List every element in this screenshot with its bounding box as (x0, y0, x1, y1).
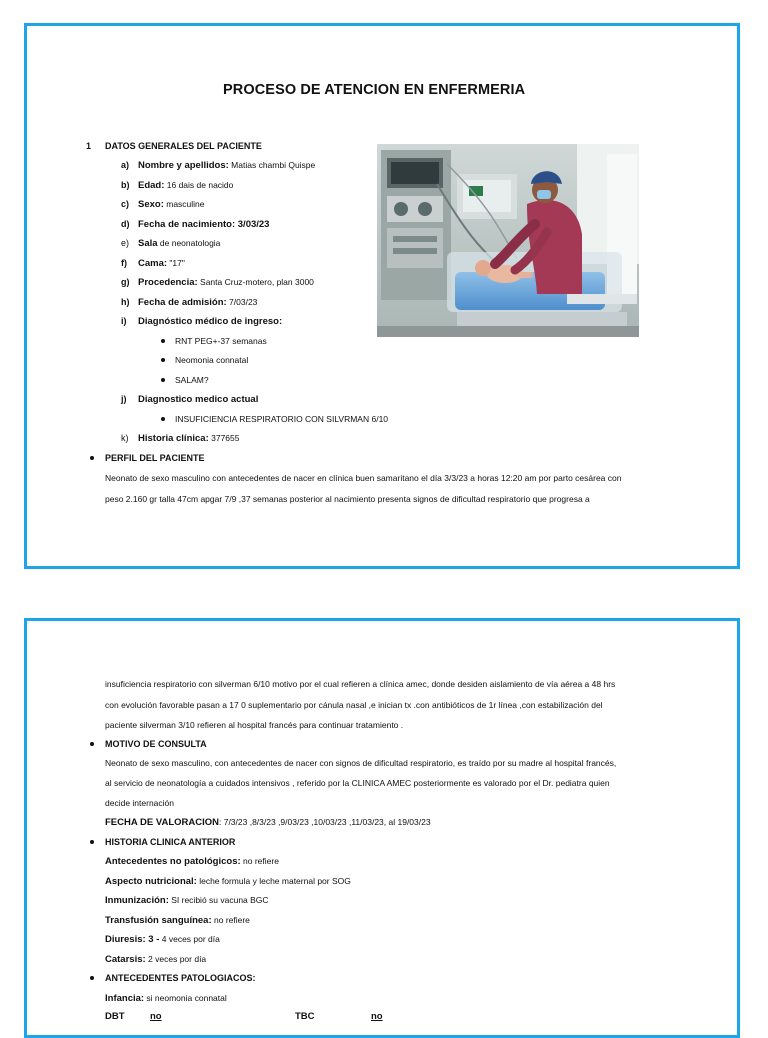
field-diuresis: Diuresis: 3 - 4 veces por día (105, 934, 220, 945)
section-number: 1 (86, 141, 92, 151)
field-catarsis: Catarsis: 2 veces por día (105, 954, 207, 965)
paragraph-line: con evolución favorable pasan a 17 0 suplementario por cánula nasal ,e inician tx .con antibióticos de 1r línea ,con estabilización del (105, 700, 603, 710)
paragraph-line: Neonato de sexo masculino, con antecedentes de nacer con signos de dificultad respiratorio, es traído por su madre al hospital francés, (105, 758, 617, 768)
field-sala: e) Sala de neonatologia (121, 238, 221, 249)
paragraph-line: al servicio de neonatología a cuidados intensivos , referido por la CLINICA AMEC posteriormente es valorado por el Dr. pediatra quien (105, 778, 610, 788)
field-inmunizacion: Inmunización: SI recibió su vacuna BGC (105, 895, 269, 906)
list-bullet (90, 840, 94, 844)
tbc-label: TBC (295, 1011, 315, 1022)
paragraph-line: paciente silverman 3/10 refieren al hospital francés para continuar tratamiento . (105, 720, 404, 730)
field-transfusion: Transfusión sanguínea: no refiere (105, 915, 250, 926)
neonatal-care-photo (377, 144, 639, 337)
field-antecedentes-no-patologicos: Antecedentes no patológicos: no refiere (105, 856, 279, 867)
field-fecha-admision: h) Fecha de admisión: 7/03/23 (121, 297, 258, 308)
list-bullet (90, 742, 94, 746)
section-heading-antecedentes-patologicos: ANTECEDENTES PATOLOGIACOS: (105, 973, 256, 983)
field-sexo: c) Sexo: masculine (121, 199, 205, 210)
list-bullet (161, 378, 165, 382)
dbt-label: DBT (105, 1011, 125, 1022)
document-page-2 (24, 618, 740, 1038)
list-bullet (161, 339, 165, 343)
photo-illustration (377, 144, 639, 337)
list-bullet (161, 417, 165, 421)
field-diagnostico-actual: j) Diagnostico medico actual (121, 394, 259, 405)
field-nombre: a) Nombre y apellidos: Matias chambi Quispe (121, 160, 316, 171)
field-diagnostico-ingreso: i) Diagnóstico médico de ingreso: (121, 316, 283, 327)
section-heading-perfil: PERFIL DEL PACIENTE (105, 453, 205, 463)
field-historia-clinica: k) Historia clínica: 377655 (121, 433, 240, 444)
list-item: SALAM? (175, 375, 209, 385)
field-aspecto-nutricional: Aspecto nutricional: leche formula y leche maternal por SOG (105, 876, 351, 887)
list-bullet (90, 456, 94, 460)
field-procedencia: g) Procedencia: Santa Cruz-motero, plan 3000 (121, 277, 314, 288)
section-heading-motivo: MOTIVO DE CONSULTA (105, 739, 207, 749)
field-infancia: Infancia: si neomonia connatal (105, 993, 227, 1004)
field-edad: b) Edad: 16 dais de nacido (121, 180, 234, 191)
fecha-valoracion: FECHA DE VALORACION: 7/3/23 ,8/3/23 ,9/03/23 ,10/03/23 ,11/03/23, al 19/03/23 (105, 817, 431, 828)
list-item: Neomonia connatal (175, 355, 249, 365)
list-item: RNT PEG+-37 semanas (175, 336, 267, 346)
document-page-1 (24, 23, 740, 569)
section-heading-datos: DATOS GENERALES DEL PACIENTE (105, 141, 262, 151)
list-bullet (161, 358, 165, 362)
list-item: INSUFICIENCIA RESPIRATORIO CON SILVRMAN 6/10 (175, 414, 389, 424)
paragraph-line: Neonato de sexo masculino con antecedentes de nacer en clínica buen samaritano el día 3/3/23 a horas 12:20 am por parto cesárea con (105, 473, 622, 483)
paragraph-line: peso 2.160 gr talla 47cm apgar 7/9 ,37 semanas posterior al nacimiento presenta signos de dificultad respiratorio que progresa a (105, 494, 590, 504)
tbc-value: no (371, 1011, 383, 1022)
document-title: PROCESO DE ATENCION EN ENFERMERIA (223, 82, 526, 98)
paragraph-line: decide internación (105, 798, 174, 808)
dbt-value: no (150, 1011, 162, 1022)
paragraph-line: insuficiencia respiratorio con silverman 6/10 motivo por el cual refieren a clínica amec, donde desiden aislamiento de vía aérea a 48 hrs (105, 679, 616, 689)
list-bullet (90, 976, 94, 980)
section-heading-historia: HISTORIA CLINICA ANTERIOR (105, 837, 236, 847)
field-fecha-nacimiento: d) Fecha de nacimiento: 3/03/23 (121, 219, 270, 230)
field-cama: f) Cama: "17" (121, 258, 185, 269)
